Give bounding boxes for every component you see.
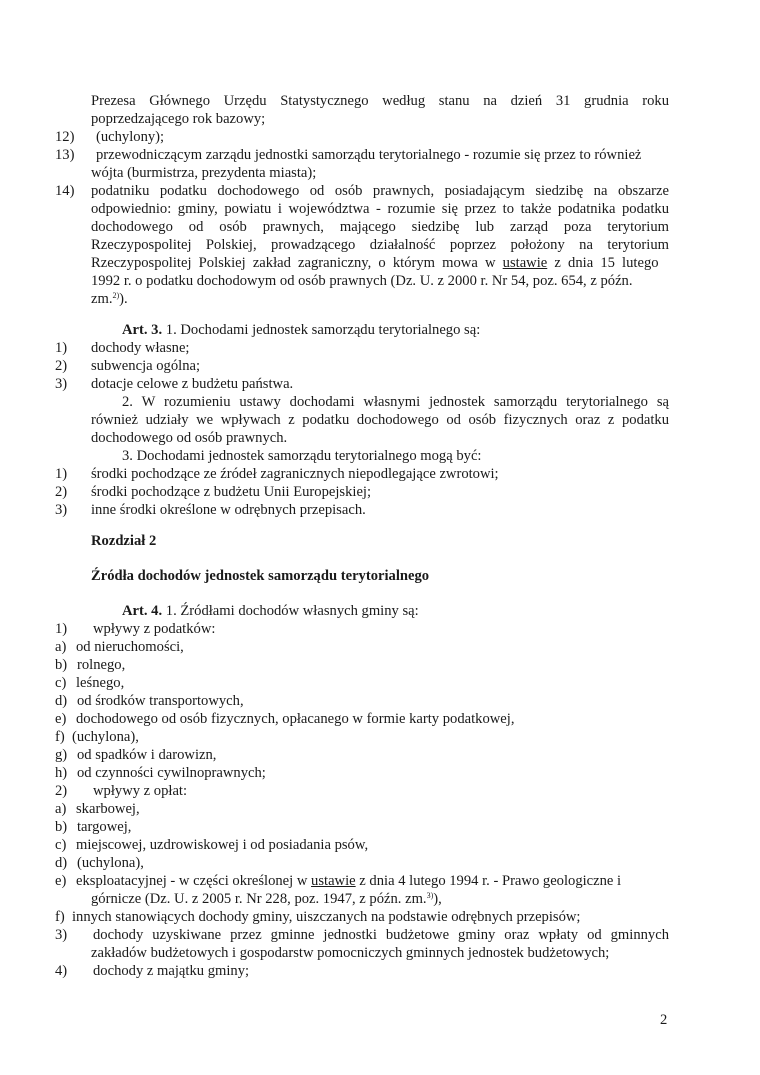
art4-item-4-text: dochody z majątku gminy; (93, 963, 250, 979)
art4-item-2a-letter: a) (55, 801, 67, 817)
item-14-line-5 (91, 254, 669, 272)
art4-item-1d-letter: d) (55, 693, 68, 709)
art4-item-1h-letter: h) (55, 765, 68, 781)
art4-item-2b-text: targowej, (77, 819, 132, 835)
footnote-ref-2[interactable]: 2) (112, 291, 120, 300)
art4-item-2d-letter: d) (55, 855, 68, 871)
item-14-line-5-after: z dnia 15 lutego (547, 255, 659, 271)
art4-item-1-number: 1) (55, 621, 68, 637)
art4-heading: Art. 4. (122, 603, 163, 619)
art3-item-3-text: dotacje celowe z budżetu państwa. (91, 376, 294, 392)
art4-item-2-number: 2) (55, 783, 68, 799)
art4-item-2e-letter: e) (55, 873, 67, 889)
art4-item-2f-text: innych stanowiących dochody gminy, uiszczanych na podstawie odrębnych przepisów; (72, 909, 581, 925)
ustawa-link-2[interactable]: ustawie (311, 873, 356, 889)
item-14-line-7 (91, 290, 128, 308)
art4-intro (122, 602, 419, 620)
art4-item-2e-after-link: z dnia 4 lutego 1994 r. - Prawo geologiczne i (355, 873, 622, 889)
art4-item-1c-letter: c) (55, 675, 67, 691)
art4-item-2b-letter: b) (55, 819, 68, 835)
art4-item-3-line-2: zakładów budżetowych i gospodarstw pomocniczych gminnych jednostek budżetowych; (91, 945, 610, 961)
continuation-line-2: poprzedzającego rok bazowy; (91, 111, 266, 127)
continuation-line-1: Prezesa Głównego Urzędu Statystycznego według stanu na dzień 31 grudnia roku (91, 93, 669, 109)
art4-item-2c-text: miejscowej, uzdrowiskowej i od posiadania psów, (76, 837, 369, 853)
art4-item-1b-text: rolnego, (77, 657, 126, 673)
art3-p3-item-3-text: inne środki określone w odrębnych przepisach. (91, 502, 366, 518)
art3-p2-line-3: dochodowego od osób prawnych. (91, 430, 288, 446)
item-14-line-6: 1992 r. o podatku dochodowym od osób prawnych (Dz. U. z 2000 r. Nr 54, poz. 654, z późn. (91, 273, 633, 289)
item-14-number: 14) (55, 183, 75, 199)
chapter-title: Źródła dochodów jednostek samorządu terytorialnego (91, 568, 430, 584)
item-13-text-line-1: przewodniczącym zarządu jednostki samorządu terytorialnego - rozumie się przez to również (96, 147, 642, 163)
art4-item-1g-text: od spadków i darowizn, (77, 747, 217, 763)
art4-item-1c-text: leśnego, (76, 675, 125, 691)
art3-p3-item-2-number: 2) (55, 484, 68, 500)
item-13-text-line-2: wójta (burmistrza, prezydenta miasta); (91, 165, 317, 181)
art4-item-1d-text: od środków transportowych, (77, 693, 244, 709)
item-12-number: 12) (55, 129, 75, 145)
art4-item-2d-text: (uchylona), (77, 855, 144, 871)
art3-item-2-text: subwencja ogólna; (91, 358, 201, 374)
art4-item-2e-end: ), (433, 891, 442, 907)
art4-item-1e-text: dochodowego od osób fizycznych, opłacanego w formie karty podatkowej, (76, 711, 515, 727)
art4-item-3-number: 3) (55, 927, 68, 943)
art4-item-2e-line-2 (91, 890, 442, 908)
art3-p3-item-3-number: 3) (55, 502, 68, 518)
chapter-label: Rozdział 2 (91, 533, 157, 549)
art3-paragraph-1-intro (122, 321, 480, 339)
art4-item-1a-letter: a) (55, 639, 67, 655)
art4-item-1e-letter: e) (55, 711, 67, 727)
art3-item-1-number: 1) (55, 340, 68, 356)
art4-item-2-text: wpływy z opłat: (93, 783, 188, 799)
art4-item-1f-text: (uchylona), (72, 729, 139, 745)
art3-p3-item-2-text: środki pochodzące z budżetu Unii Europejskiej; (91, 484, 372, 500)
item-14-line-3: dochodowego od osób prawnych, mającego siedzibę lub zarząd poza terytorium (91, 219, 669, 235)
item-13-number: 13) (55, 147, 75, 163)
art4-item-4-number: 4) (55, 963, 68, 979)
art3-p2-line-1: 2. W rozumieniu ustawy dochodami własnymi jednostek samorządu terytorialnego są (122, 394, 669, 410)
item-14-line-7-text: zm. (91, 291, 113, 307)
item-14-line-1: podatniku podatku dochodowego od osób prawnych, posiadającym siedzibę na obszarze (91, 183, 669, 199)
art4-item-1a-text: od nieruchomości, (76, 639, 184, 655)
art4-item-2e-line-2-text: górnicze (Dz. U. z 2005 r. Nr 228, poz. 1947, z późn. zm. (91, 891, 427, 907)
art4-item-1b-letter: b) (55, 657, 68, 673)
art4-item-2a-text: skarbowej, (76, 801, 140, 817)
item-14-end: ). (119, 291, 128, 307)
art3-p3-item-1-text: środki pochodzące ze źródeł zagranicznych niepodlegające zwrotowi; (91, 466, 499, 482)
footnote-ref-3[interactable]: 3) (426, 891, 434, 900)
art4-intro-text: 1. Źródłami dochodów własnych gminy są: (162, 603, 419, 619)
art3-heading: Art. 3. (122, 322, 163, 338)
item-12-text: (uchylony); (96, 129, 165, 145)
art4-item-2c-letter: c) (55, 837, 67, 853)
art3-p1-intro-text: 1. Dochodami jednostek samorządu terytorialnego są: (162, 322, 481, 338)
art4-item-2f-letter: f) (55, 909, 65, 925)
art4-item-2e-before-link: eksploatacyjnej - w części określonej w (76, 873, 312, 889)
page-number: 2 (660, 1012, 668, 1028)
art4-item-3-line-1: dochody uzyskiwane przez gminne jednostki budżetowe gminy oraz wpłaty od gminnych (93, 927, 669, 943)
art4-item-1g-letter: g) (55, 747, 68, 763)
art4-item-1-text: wpływy z podatków: (93, 621, 216, 637)
art3-item-2-number: 2) (55, 358, 68, 374)
art3-item-1-text: dochody własne; (91, 340, 190, 356)
art3-p2-line-2: również udziały we wpływach z podatku dochodowego od osób fizycznych oraz z podatku (91, 412, 669, 428)
art4-item-1h-text: od czynności cywilnoprawnych; (77, 765, 266, 781)
ustawa-link-1[interactable]: ustawie (502, 255, 548, 271)
art3-p3-item-1-number: 1) (55, 466, 68, 482)
item-14-line-4: Rzeczypospolitej Polskiej, prowadzącego działalność poprzez położony na terytorium (91, 237, 669, 253)
item-14-line-2: odpowiednio: gminy, powiatu i województwa - rozumie się przez to także podatnika podatku (91, 201, 669, 217)
art3-item-3-number: 3) (55, 376, 68, 392)
art4-item-1f-letter: f) (55, 729, 65, 745)
art3-p3-intro: 3. Dochodami jednostek samorządu terytorialnego mogą być: (122, 448, 482, 464)
item-14-line-5-text: Rzeczypospolitej Polskiej zakład zagraniczny, o którym mowa w (91, 255, 496, 271)
art4-item-2e-line-1 (76, 872, 621, 890)
